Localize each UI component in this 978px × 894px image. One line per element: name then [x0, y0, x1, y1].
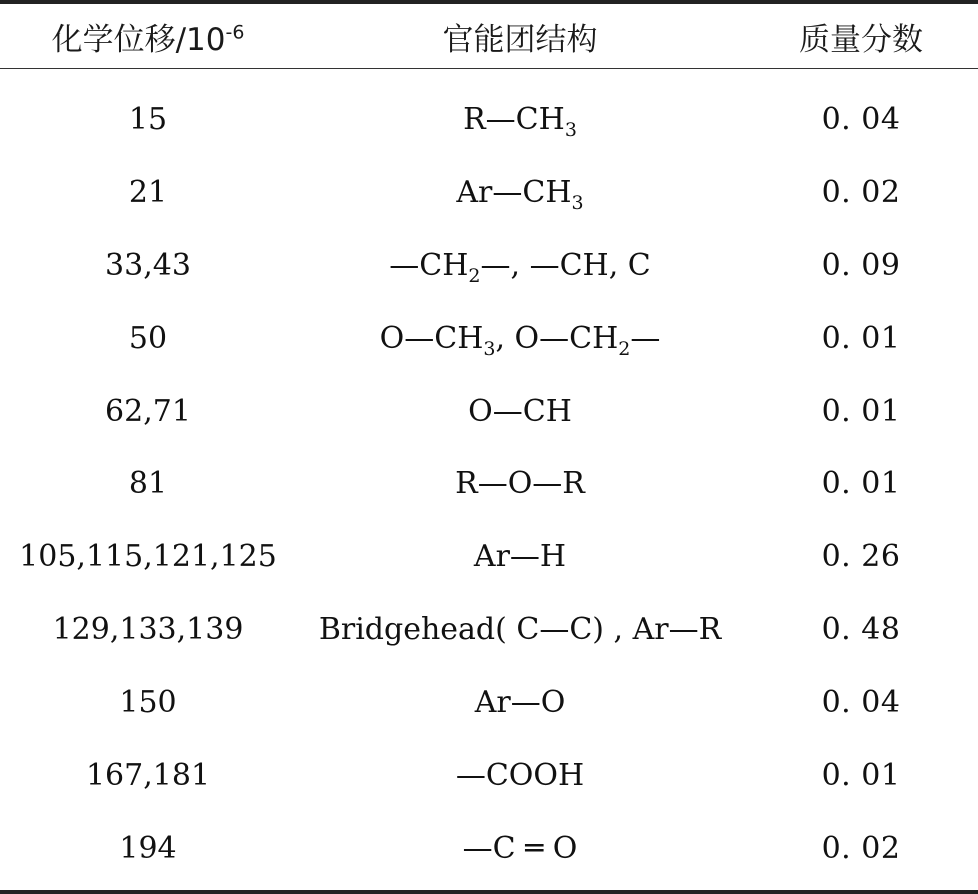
table-row: [0, 594, 978, 667]
table-row: [0, 230, 978, 303]
cell-mass-fraction: 0. 04: [821, 102, 901, 137]
cell-mass-fraction: 0. 01: [821, 758, 901, 794]
subscript: 2: [468, 264, 481, 287]
cell-functional-group: O—CH: [468, 393, 572, 429]
table-row: [0, 667, 978, 740]
header-chemical-shift-label: 化学位移/10: [51, 22, 226, 58]
table-row: [0, 84, 978, 157]
cell-chemical-shift: 15: [128, 102, 168, 137]
cell-functional-group: $O—CH_3$, $O—CH_2—$: [379, 320, 661, 360]
cell-mass-fraction: 0. 01: [821, 466, 901, 502]
table-body: [0, 84, 978, 886]
cell-mass-fraction: 0. 01: [821, 393, 901, 429]
cell-functional-group: $Ar—CH_3$: [456, 174, 584, 214]
cell-functional-group: $—CH_2—$, —CH, C: [389, 247, 651, 287]
cell-mass-fraction: 0. 01: [821, 320, 901, 356]
cell-chemical-shift: 21: [128, 174, 168, 210]
cell-mass-fraction: 0. 02: [821, 174, 901, 210]
cell-chemical-shift: 150: [119, 685, 177, 721]
table-row: [0, 521, 978, 594]
cell-functional-group: $R—CH_3$: [463, 102, 577, 141]
cell-chemical-shift: 81: [128, 466, 168, 502]
cell-mass-fraction: 0. 26: [821, 539, 901, 575]
cell-chemical-shift: 33,43: [105, 247, 191, 283]
cell-functional-group: Ar—O: [474, 685, 566, 721]
cell-functional-group: R—O—R: [455, 466, 585, 502]
table-row: [0, 740, 978, 813]
table-row: [0, 448, 978, 521]
table-row: [0, 376, 978, 449]
cell-chemical-shift: 50: [128, 320, 168, 356]
cell-functional-group: Bridgehead( C—C) , Ar—R: [318, 612, 722, 648]
table-row: [0, 303, 978, 376]
cell-mass-fraction: 0. 09: [821, 247, 901, 283]
cell-chemical-shift: 194: [119, 830, 177, 866]
cell-functional-group: —C ═ O: [462, 830, 578, 866]
header-chemical-shift: [0, 14, 296, 59]
subscript: 3: [571, 191, 584, 214]
header-mass-fraction: 质量分数: [799, 22, 923, 58]
subscript: 3: [483, 337, 496, 360]
subscript: 2: [618, 337, 631, 360]
cell-mass-fraction: 0. 04: [821, 685, 901, 721]
cell-functional-group: Ar—H: [473, 539, 567, 575]
cell-chemical-shift: 167,181: [85, 758, 211, 794]
cell-mass-fraction: 0. 48: [821, 612, 901, 648]
table-header: [0, 4, 978, 69]
subscript: 3: [564, 119, 577, 141]
table-row: [0, 813, 978, 886]
header-chemical-shift-exponent: -6: [225, 21, 245, 44]
table-row: [0, 157, 978, 230]
cell-chemical-shift: 129,133,139: [52, 612, 244, 648]
cell-chemical-shift: 62,71: [105, 393, 191, 429]
cell-functional-group: —COOH: [455, 758, 585, 794]
header-functional-group: 官能团结构: [442, 22, 598, 58]
cell-mass-fraction: 0. 02: [821, 830, 901, 866]
cell-chemical-shift: 105,115,121,125: [19, 539, 277, 575]
